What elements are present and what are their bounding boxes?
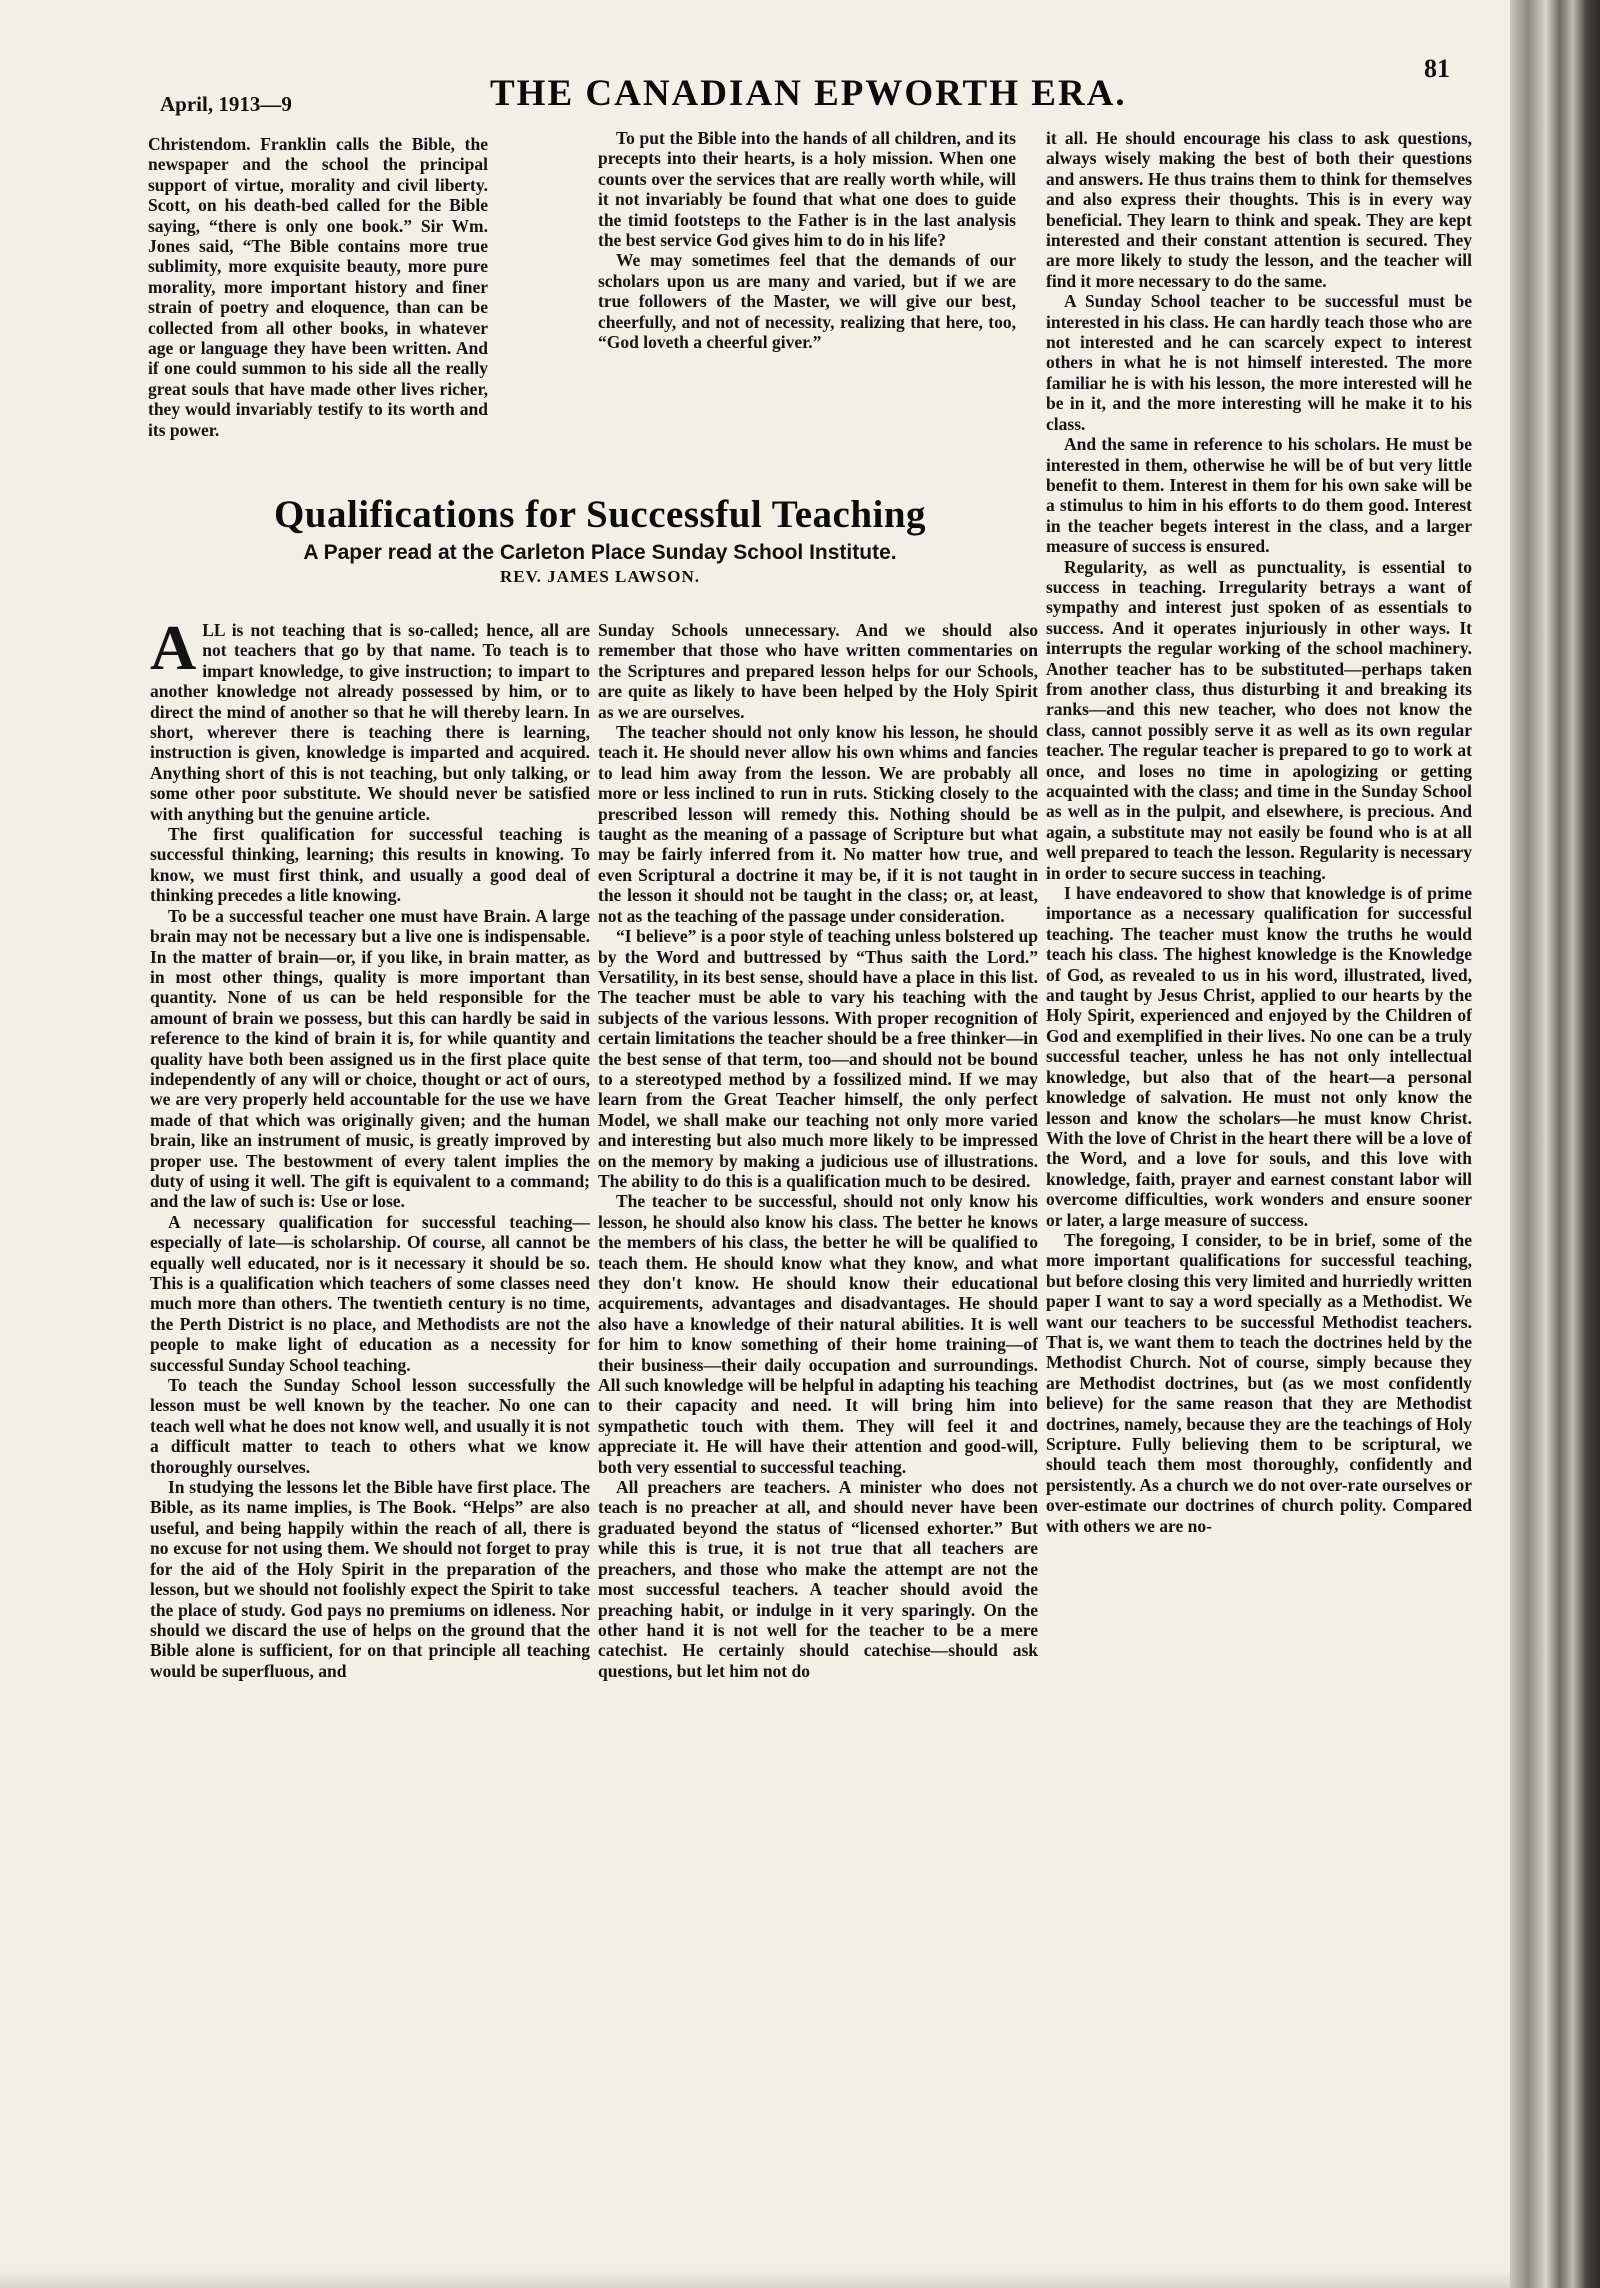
article-paragraph: All preachers are teachers. A minister who does not teach is no preacher at all, and should never have been graduated beyond the status of “licensed exhorter.” But while this is true, it is not true that all teachers are preachers, and those who make the attempt are not the most successful teachers. A teacher should avoid the preaching habit, or indulge in it very sparingly. On the other hand it is not well for the teacher to be a mere catechist. He certainly should catechise—should ask questions, but let him not do [598,1477,1038,1681]
article-col3 [1046,128,1472,2180]
drop-cap: A [150,620,197,683]
article-paragraph: A necessary qualification for successful teaching—especially of late—is scholarship. Of course, all cannot be equally well educated, nor is it necessary it should be so. This is a qualification which teachers of some classes need much more than others. The twentieth century is no time, the Perth District is no place, and Methodists are not the people to make light of education as a necessity for successful Sunday School teaching. [150,1211,590,1375]
article-heading [150,492,1050,587]
opening-text: LL is not teaching that is so-called; hence, all are not teachers that go by that name. To teach is to impart knowledge, to give instruction; to impart to another knowledge not already possessed by him, or to direct the mind of another so that he will thereby learn. In short, wherever there is teaching there is learning, instruction is given, knowledge is imparted and acquired. Anything short of this is not teaching, but only talking, or some other poor substitute. We should never be satisfied with anything but the genuine article. [150,620,590,824]
prev-article-col2 [598,128,1016,488]
article-paragraph: I have endeavored to show that knowledge is of prime importance as a necessary qualification for successful teaching. The teacher must know the truths he would teach his class. The highest knowledge is the Knowledge of God, as revealed to us in his word, illustrated, lived, and taught by Jesus Christ, applied to our hearts by the Holy Spirit, experienced and enjoyed by the Children of God and exemplified in their lives. No one can be a truly successful teacher, unless he has not only intellectual knowledge, but also that of the heart—a personal knowledge of salvation. He must not only know the lesson and know the scholars—he must know Christ. With the love of Christ in the heart there will be a love of the Word, and a love for souls, and this love with knowledge, faith, prayer and earnest constant labor will overcome difficulties, work wonders and ensure sooner or later, a large measure of success. [1046,883,1472,1230]
article-opening-paragraph [150,620,590,824]
article-paragraph: The teacher should not only know his lesson, he should teach it. He should never allow his own whims and fancies to lead him away from the lesson. We are probably all more or less inclined to run in ruts. Sticking closely to the prescribed lesson will remedy this. Nothing should be taught as the meaning of a passage of Scripture but what may be fairly inferred from it. No matter how true, and even Scriptural a doctrine it may be, if it is not taught in the lesson it should not be taught in the class; or, at least, not as the teaching of the passage under consideration. [598,722,1038,926]
article-col1 [150,620,590,2180]
article-paragraph: Regularity, as well as punctuality, is essential to success in teaching. Irregularity betrays a want of sympathy and interest just spoken of as essentials to success. And it operates injuriously in other ways. It interrupts the regular working of the school machinery. Another teacher has to be substituted—perhaps taken from another class, thus disturbing it and breaking its ranks—and this new teacher, who does not know the class, cannot possibly serve it as well as its own regular teacher. The regular teacher is prepared to go to work at once, and loses no time in apologizing or getting acquainted with the class; and time in the Sunday School as well as in the pulpit, and elsewhere, is precious. And again, a substitute may not easily be found who is at all well prepared to teach the lesson. Regularity is necessary in order to secure success in teaching. [1046,556,1472,883]
book-spine-edge [1510,0,1600,2288]
article-paragraph: A Sunday School teacher to be successful must be interested in his class. He can hardly teach those who are not interested and he can scarcely expect to interest others in what he is not himself interested. The more familiar he is with his lesson, the more interested will he be in it, and the more interesting will he make it to his class. [1046,291,1472,434]
article-paragraph: To be a successful teacher one must have Brain. A large brain may not be necessary but a live one is indispensable. In the matter of brain—or, if you like, in brain matter, as in most other things, quality is more important than quantity. None of us can be held responsible for the amount of brain we possess, but this can hardly be said in reference to the kind of brain it is, for while quantity and quality have both been assigned us in the first place quite independently of any will or choice, thought or act of ours, we are very properly held accountable for the use we have made of that which was originally given; and the human brain, like an instrument of music, is greatly improved by proper use. The bestowment of every talent implies the duty of using it well. The gift is equivalent to a command; and the law of such is: Use or lose. [150,905,590,1212]
prev-article-paragraph: We may sometimes feel that the demands of our scholars upon us are many and varied, but if we are true followers of the Master, we will give our best, cheerfully, and not of necessity, realizing that here, too, “God loveth a cheerful giver.” [598,250,1016,353]
article-paragraph: it all. He should encourage his class to ask questions, always wisely making the best of both their questions and answers. He thus trains them to think for themselves and also express their thoughts. This is in every way beneficial. They learn to think and speak. They are kept interested and their constant attention is secured. They are more likely to study the lesson, and the teacher will find it more necessary to do the same. [1046,128,1472,291]
article-paragraph: The teacher to be successful, should not only know his lesson, he should also know his class. The better he knows the members of his class, the better he will be qualified to teach them. He should know what they know, and what they don't know. He should know their educational acquirements, advantages and disadvantages. He should also have a knowledge of their natural abilities. It is well for him to know something of their home training—of their business—their daily occupation and surroundings. All such knowledge will be helpful in adapting his teaching to their capacity and need. It will bring him into sympathetic touch with them. They will feel it and appreciate it. He will have their attention and good-will, both very essential to successful teaching. [598,1191,1038,1477]
article-paragraph: In studying the lessons let the Bible have first place. The Bible, as its name implies, is The Book. “Helps” are also useful, and being happily within the reach of all, there is no excuse for not using them. We should not forget to pray for the aid of the Holy Spirit in the preparation of the lesson, but we should not foolishly expect the Spirit to take the place of study. God pays no premiums on idleness. Nor should we discard the use of helps on the ground that the Bible alone is sufficient, for on that principle all teaching would be superfluous, and [150,1477,590,1681]
article-paragraph: To teach the Sunday School lesson successfully the lesson must be well known by the teacher. No one can teach well what he does not know well, and usually it is not a difficult matter to teach to others what we know thoroughly ourselves. [150,1375,590,1477]
article-paragraph: The first qualification for successful teaching is successful thinking, learning; this results in knowing. To know, we must first think, and usually a good deal of thinking precedes a litle knowing. [150,824,590,906]
article-paragraph: Sunday Schools unnecessary. And we should also remember that those who have written commentaries on the Scriptures and prepared lesson helps for our Schools, are quite as likely to have been helped by the Holy Spirit as we are ourselves. [598,620,1038,722]
article-paragraph: And the same in reference to his scholars. He must be interested in them, otherwise he will be of but very little benefit to them. Interest in them for his own sake will be a stimulus to him in his efforts to do them good. Interest in the teacher begets interest in the class, and a larger measure of success is ensured. [1046,434,1472,557]
prev-article-paragraph: Christendom. Franklin calls the Bible, the newspaper and the school the principal support of virtue, morality and civil liberty. Scott, on his death-bed called for the Bible saying, “there is only one book.” Sir Wm. Jones said, “The Bible contains more true sublimity, more exquisite beauty, more pure morality, more important history and finer strain of poetry and eloquence, than can be collected from all other books, in whatever age or language they have been written. And if one could summon to his side all the really great souls that have made other lives richer, they would invariably testify to its worth and its power. [148,134,488,440]
page-bottom-edge [0,2270,1510,2288]
article-paragraph: “I believe” is a poor style of teaching unless bolstered up by the Word and buttressed by “Thus saith the Lord.” Versatility, in its best sense, should have a place in this list. The teacher must be able to vary his teaching with the subjects of the various lessons. With proper recognition of certain limitations the teacher should be a free thinker—in the best sense of that term, too—and should not be bound to a stereotyped method by a fossilized mind. If we may learn from the Great Teacher himself, the only perfect Model, we shall make our teaching not only more varied and interesting but also much more likely to be impressed on the memory by making a judicious use of illustrations. The ability to do this is a qualification much to be desired. [598,926,1038,1191]
magazine-title: THE CANADIAN EPWORTH ERA. [490,73,1127,114]
running-header [160,44,1450,114]
prev-article-paragraph: To put the Bible into the hands of all children, and its precepts into their hearts, is a holy mission. When one counts over the services that are really worth while, will it not invariably be found that what one does to guide the timid footsteps to the Father is in the last analysis the best service God gives him to do in his life? [598,128,1016,251]
article-paragraph: The foregoing, I consider, to be in brief, some of the more important qualifications for successful teaching, but before closing this very limited and hurriedly written paper I want to say a word specially as a Methodist. We want our teachers to be successful Methodist teachers. That is, we want them to teach the doctrines held by the Methodist Church. Not of course, simply because they are Methodist doctrines, but (as we most confidently believe) for the same reason that they are Methodist doctrines, namely, because they are the teachings of Holy Scripture. Fully believing them to be scriptural, we should teach them most thoroughly, confidently and persistently. As a church we do not over-rate ourselves or over-estimate our doctrines of church polity. Compared with others we are no- [1046,1229,1472,1536]
issue-date: April, 1913—9 [160,92,292,116]
article-author: REV. JAMES LAWSON. [499,567,700,586]
page-number: 81 [1424,54,1450,83]
article-title: Qualifications for Successful Teaching [273,493,927,536]
article-subtitle: A Paper read at the Carleton Place Sunday School Institute. [303,541,897,564]
prev-article-col1 [148,134,488,486]
article-col2 [598,620,1038,2180]
